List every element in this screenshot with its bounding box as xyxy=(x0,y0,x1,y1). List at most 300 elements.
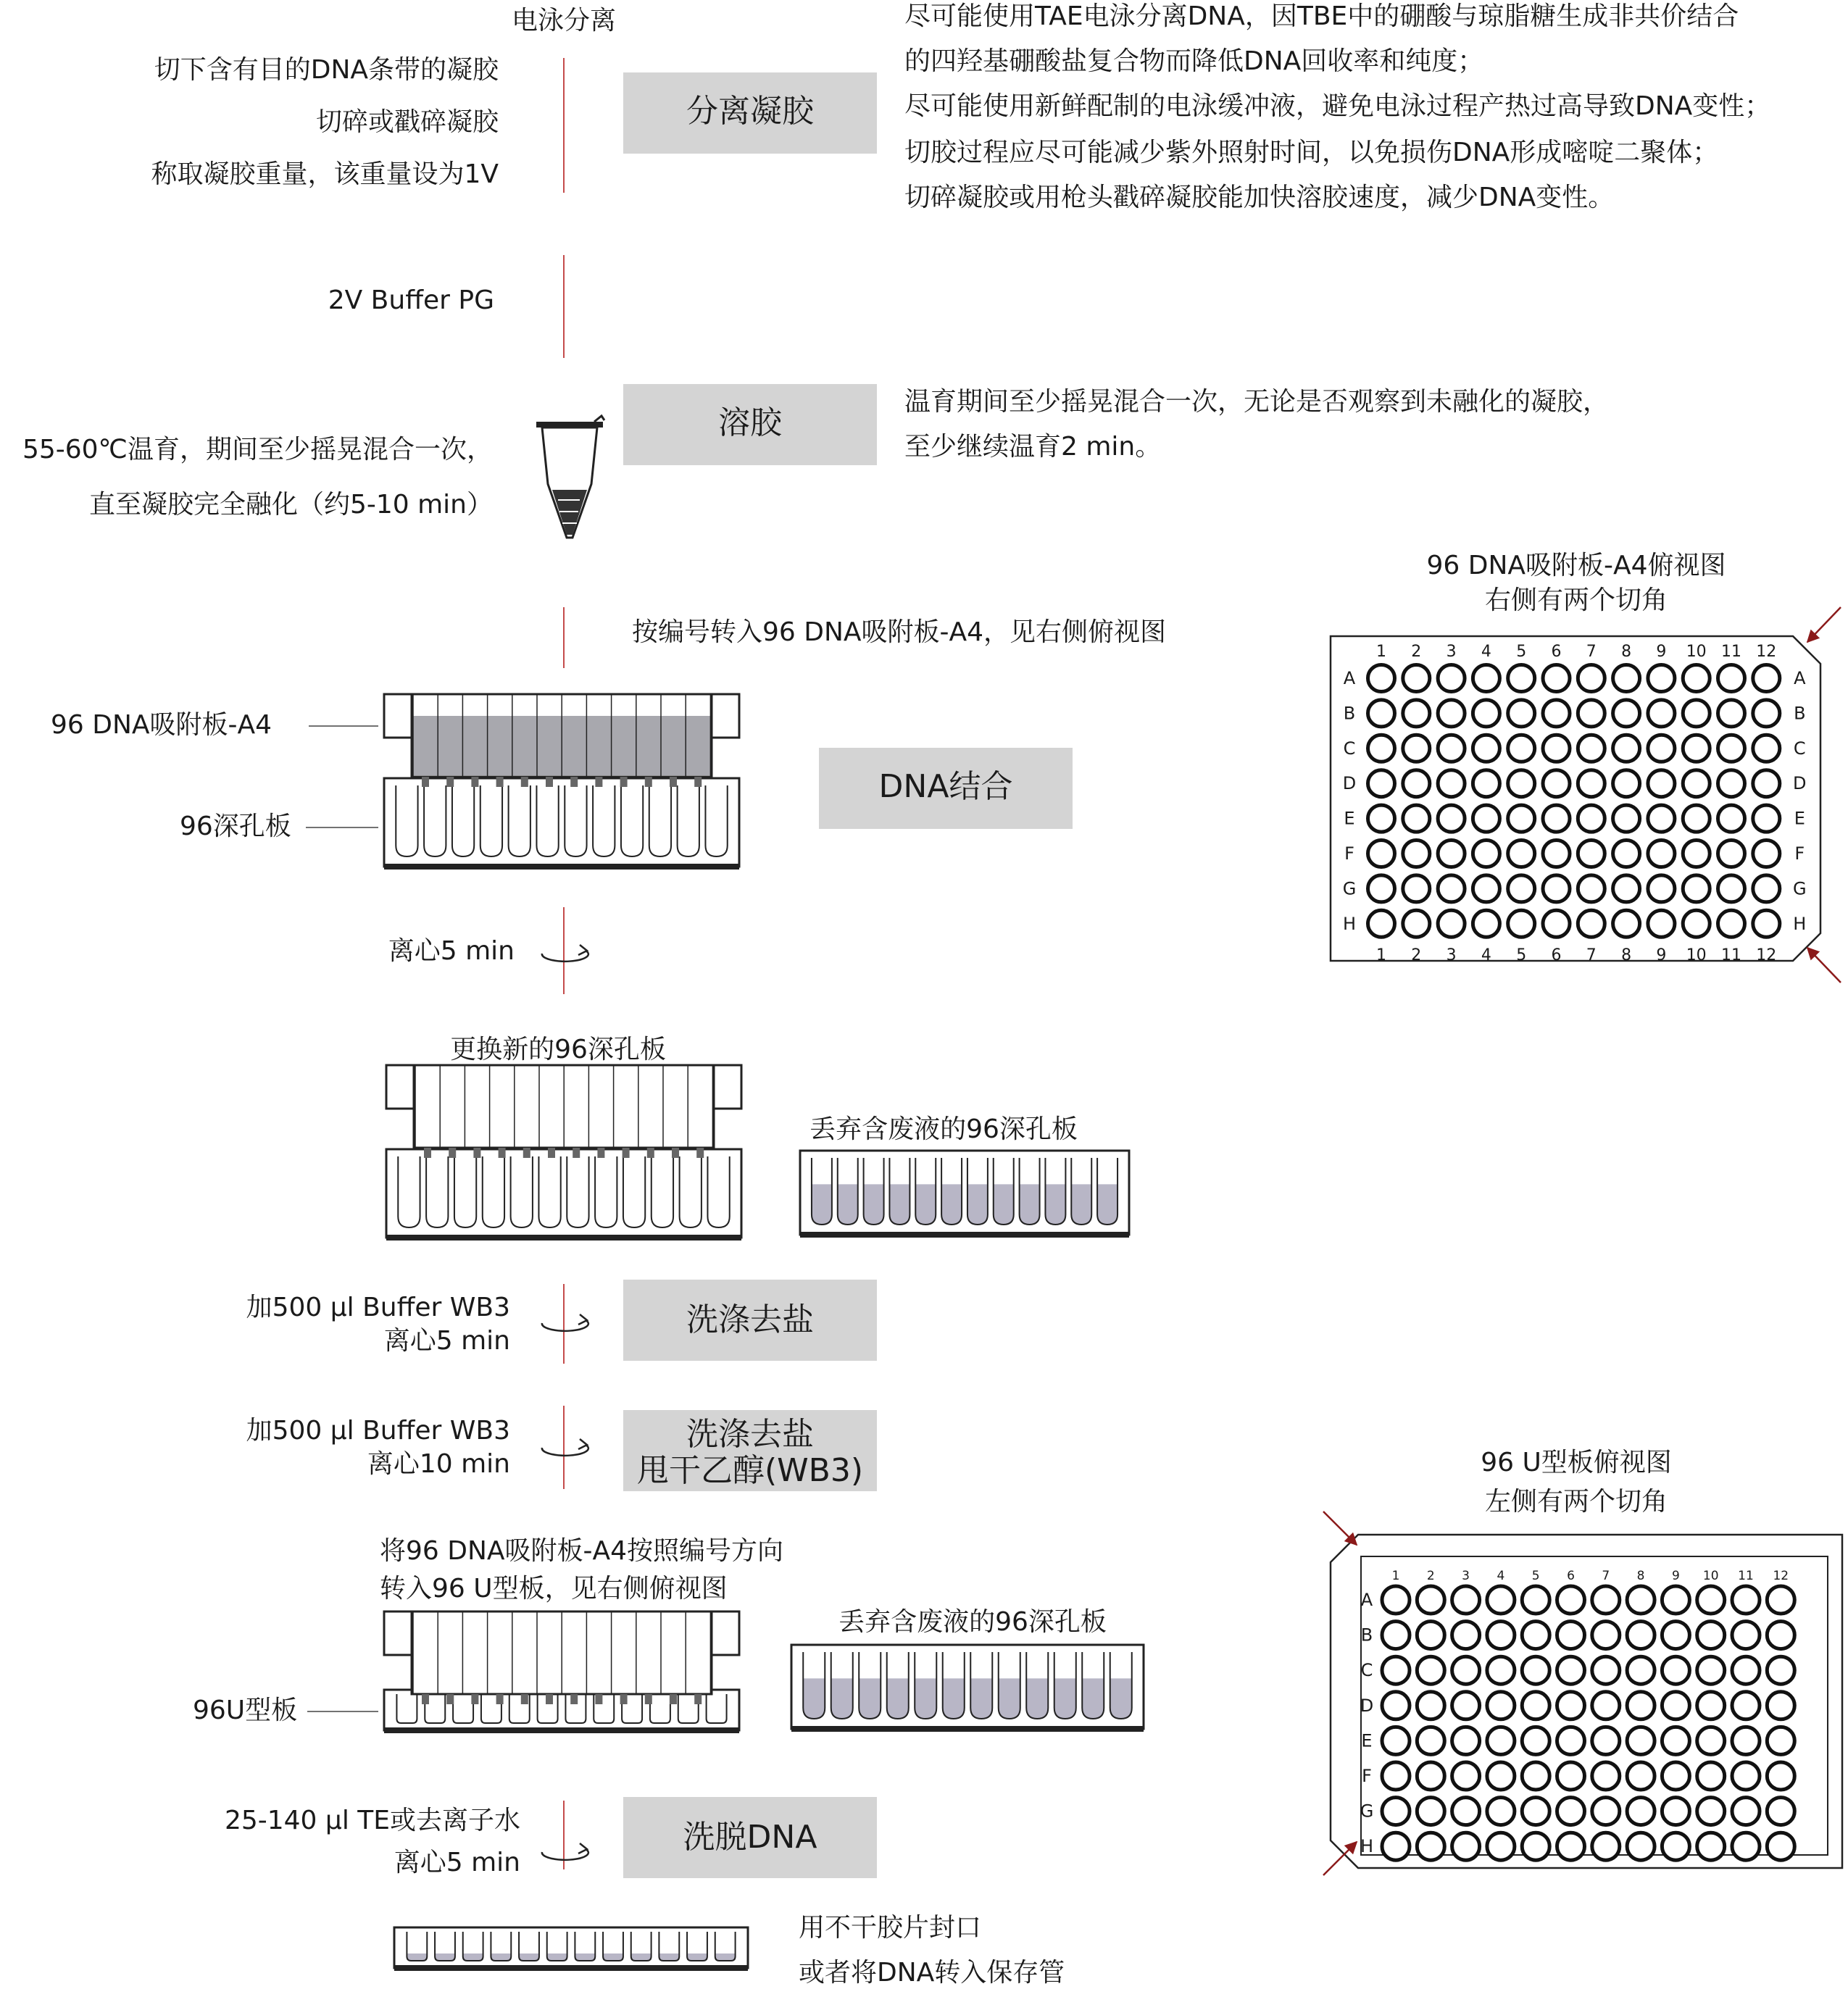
centrifuge-rotate-icon xyxy=(542,1439,588,1456)
waste-liquid xyxy=(1097,1184,1117,1225)
step-box-dna-binding-label: DNA结合 xyxy=(878,768,1013,805)
well-circle xyxy=(1522,1586,1549,1614)
well-circle xyxy=(1487,1727,1515,1754)
drip-tip xyxy=(446,1694,454,1704)
discard-waste-text-1: 丢弃含废液的96深孔板 xyxy=(809,1114,1078,1144)
drip-tip xyxy=(422,777,429,787)
col-label: 12 xyxy=(1756,946,1777,964)
well-circle xyxy=(1732,1692,1760,1719)
waste-liquid xyxy=(994,1184,1014,1225)
well-circle xyxy=(1683,841,1710,867)
well-circle xyxy=(1718,770,1745,797)
col-label: 4 xyxy=(1497,1569,1505,1583)
transfer-u-line: 转入96 U型板，见右侧俯视图 xyxy=(380,1574,728,1604)
col-label: 7 xyxy=(1586,643,1597,661)
eluate xyxy=(407,1953,427,1961)
spin-10min-text: 离心10 min xyxy=(367,1449,510,1479)
well-circle xyxy=(1753,665,1780,692)
row-label: E xyxy=(1361,1730,1373,1751)
drip-tip xyxy=(471,777,478,787)
well-circle xyxy=(1592,1832,1620,1860)
u-topview-title xyxy=(1481,1448,1672,1517)
rotate-arc xyxy=(542,1849,588,1860)
deep-plate-base xyxy=(791,1726,1144,1732)
well-circle xyxy=(1438,875,1465,902)
drip-tip xyxy=(647,1148,654,1158)
seal-note: 或者将DNA转入保存管 xyxy=(799,1958,1065,1985)
col-label: 9 xyxy=(1656,946,1667,964)
well-circle xyxy=(1592,1586,1620,1614)
well-circle xyxy=(1697,1692,1725,1719)
note-line: 的四羟基硼酸盐复合物而降低DNA回收率和纯度； xyxy=(904,46,1484,76)
well-circle xyxy=(1487,1692,1515,1719)
well-circle xyxy=(1718,700,1745,727)
well-circle xyxy=(1403,841,1430,867)
spin-5min-label: 离心5 min xyxy=(388,936,515,966)
step9-left-text xyxy=(225,1806,520,1877)
well-circle xyxy=(1697,1832,1725,1860)
well-circle xyxy=(1662,1656,1689,1684)
well-circle xyxy=(1592,1727,1620,1754)
row-label: B xyxy=(1794,703,1806,724)
col-label: 6 xyxy=(1551,946,1562,964)
well-circle xyxy=(1578,770,1604,797)
well-circle xyxy=(1578,805,1604,832)
row-label: G xyxy=(1792,878,1807,899)
centrifuge-rotate-icon xyxy=(542,945,588,962)
drip-tip xyxy=(645,777,652,787)
well-circle xyxy=(1578,735,1604,762)
well-circle xyxy=(1508,700,1535,727)
drip-tip xyxy=(521,1694,528,1704)
drip-tip xyxy=(471,1694,478,1704)
well-circle xyxy=(1368,875,1395,902)
well-circle xyxy=(1403,665,1430,692)
well-circle xyxy=(1578,841,1604,867)
deep-plate-label: 96深孔板 xyxy=(180,812,291,841)
col-label: 2 xyxy=(1426,1569,1435,1583)
col-label: 2 xyxy=(1411,643,1422,661)
col-label: 5 xyxy=(1516,946,1527,964)
rotate-arrowhead xyxy=(578,1314,587,1325)
well-circle xyxy=(1627,1798,1655,1825)
deep-plate-base xyxy=(800,1232,1129,1238)
col-label: 10 xyxy=(1686,946,1707,964)
drip-tip xyxy=(597,1148,604,1158)
step-box-elute-label: 洗脱DNA xyxy=(683,1819,817,1856)
well-circle xyxy=(1767,1656,1794,1684)
well-circle xyxy=(1508,665,1535,692)
well-circle xyxy=(1648,805,1675,832)
col-label: 10 xyxy=(1702,1569,1719,1583)
well-circle xyxy=(1522,1762,1549,1790)
eluate xyxy=(435,1953,455,1961)
well-circle xyxy=(1662,1832,1689,1860)
well-circle xyxy=(1732,1656,1760,1684)
tube-icon xyxy=(536,416,604,538)
well-circle xyxy=(1557,1622,1585,1649)
well-circle xyxy=(1473,770,1499,797)
well-circle xyxy=(1382,1656,1410,1684)
row-label: A xyxy=(1360,1590,1373,1610)
row-label: E xyxy=(1794,808,1805,829)
drip-tip xyxy=(570,1694,578,1704)
col-label: 3 xyxy=(1446,643,1457,661)
well-circle xyxy=(1767,1727,1794,1754)
well-circle xyxy=(1522,1656,1549,1684)
col-label: 8 xyxy=(1621,643,1632,661)
well-circle xyxy=(1452,1586,1480,1614)
well-circle xyxy=(1767,1762,1794,1790)
well-circle xyxy=(1683,805,1710,832)
well-circle xyxy=(1662,1586,1689,1614)
well-circle xyxy=(1508,841,1535,867)
row-label: H xyxy=(1342,913,1357,934)
drip-tip xyxy=(670,1694,677,1704)
well-circle xyxy=(1382,1692,1410,1719)
well-circle xyxy=(1452,1832,1480,1860)
a4-corner-arrow-top xyxy=(1807,607,1841,642)
well-circle xyxy=(1487,1762,1515,1790)
well-circle xyxy=(1473,841,1499,867)
well-circle xyxy=(1487,1832,1515,1860)
step10-notes xyxy=(799,1913,1065,1985)
eluent-text: 25-140 µl TE或去离子水 xyxy=(224,1806,520,1835)
well-circle xyxy=(1473,700,1499,727)
eluate xyxy=(631,1953,652,1961)
well-circle xyxy=(1683,875,1710,902)
note-line: 温育期间至少摇晃混合一次，无论是否观察到未融化的凝胶， xyxy=(904,387,1610,417)
waste-liquid xyxy=(838,1184,858,1225)
well-circle xyxy=(1452,1622,1480,1649)
well-circle xyxy=(1417,1762,1444,1790)
rotate-arc xyxy=(542,1320,588,1331)
well-circle xyxy=(1578,875,1604,902)
well-circle xyxy=(1767,1622,1794,1649)
row-label: F xyxy=(1344,843,1354,864)
note-line: 切胶过程应尽可能减少紫外照射时间，以免损伤DNA形成嘧啶二聚体； xyxy=(904,138,1719,167)
well-circle xyxy=(1382,1798,1410,1825)
well-circle xyxy=(1417,1727,1444,1754)
well-circle xyxy=(1648,735,1675,762)
col-label: 4 xyxy=(1481,643,1491,661)
drip-tip xyxy=(696,1148,704,1158)
waste-liquid xyxy=(887,1678,909,1719)
well-circle xyxy=(1508,735,1535,762)
well-circle xyxy=(1543,805,1570,832)
well-circle xyxy=(1403,700,1430,727)
step3-left-text xyxy=(22,435,493,520)
well-circle xyxy=(1592,1692,1620,1719)
eluate xyxy=(575,1953,595,1961)
well-circle xyxy=(1473,805,1499,832)
waste-liquid xyxy=(831,1678,853,1719)
well-circle xyxy=(1627,1692,1655,1719)
waste-deep-plate xyxy=(800,1151,1129,1238)
col-label: 3 xyxy=(1462,1569,1470,1583)
waste-liquid xyxy=(967,1184,988,1225)
well-circle xyxy=(1683,700,1710,727)
drip-tip xyxy=(620,777,628,787)
waste-liquid xyxy=(1020,1184,1040,1225)
row-label: D xyxy=(1342,773,1357,794)
rotate-arrowhead xyxy=(578,1439,587,1449)
well-circle xyxy=(1417,1622,1444,1649)
well-circle xyxy=(1697,1656,1725,1684)
well-circle xyxy=(1508,910,1535,937)
well-circle xyxy=(1753,875,1780,902)
a4-topview-title xyxy=(1426,551,1726,615)
well-circle xyxy=(1648,770,1675,797)
col-label: 7 xyxy=(1602,1569,1610,1583)
well-circle xyxy=(1753,770,1780,797)
final-u-plate xyxy=(394,1927,748,1971)
well-circle xyxy=(1557,1832,1585,1860)
step-box-wash-dry-line2: 甩干乙醇(WB3) xyxy=(636,1452,864,1489)
well-circle xyxy=(1368,770,1395,797)
step3-line-incubate: 55-60℃温育，期间至少摇晃混合一次， xyxy=(22,435,493,464)
step1-line-weigh: 称取凝胶重量，该重量设为1V xyxy=(151,159,499,189)
well-circle xyxy=(1732,1832,1760,1860)
well-circle xyxy=(1683,910,1710,937)
deep-plate-base xyxy=(384,864,739,870)
well-circle xyxy=(1732,1727,1760,1754)
well-circle xyxy=(1627,1727,1655,1754)
well-circle xyxy=(1543,841,1570,867)
well-circle xyxy=(1487,1798,1515,1825)
well-circle xyxy=(1452,1656,1480,1684)
drip-tip xyxy=(546,1694,553,1704)
well-circle xyxy=(1718,665,1745,692)
col-label: 11 xyxy=(1738,1569,1754,1583)
step-box-wash-label: 洗涤去盐 xyxy=(686,1301,814,1338)
row-label: F xyxy=(1794,843,1805,864)
well-circle xyxy=(1557,1692,1585,1719)
waste-liquid xyxy=(889,1184,910,1225)
well-circle xyxy=(1508,805,1535,832)
well-circle xyxy=(1382,1622,1410,1649)
well-circle xyxy=(1403,805,1430,832)
drip-tip xyxy=(422,1694,429,1704)
step1-line-cut: 切下含有目的DNA条带的凝胶 xyxy=(154,55,499,85)
drip-tip xyxy=(424,1148,431,1158)
well-circle xyxy=(1627,1586,1655,1614)
step3-notes xyxy=(904,387,1609,462)
well-circle xyxy=(1368,665,1395,692)
well-circle xyxy=(1417,1656,1444,1684)
deep-plate-body xyxy=(386,1149,741,1238)
waste-deep-plate xyxy=(791,1645,1144,1732)
well-circle xyxy=(1557,1762,1585,1790)
discard-waste-text-2: 丢弃含废液的96深孔板 xyxy=(838,1607,1107,1637)
well-circle xyxy=(1543,770,1570,797)
well-circle xyxy=(1718,841,1745,867)
well-circle xyxy=(1697,1586,1725,1614)
u-topview-title-line: 96 U型板俯视图 xyxy=(1481,1448,1672,1477)
well-circle xyxy=(1753,841,1780,867)
well-circle xyxy=(1522,1622,1549,1649)
step8-transfer-text xyxy=(380,1536,783,1604)
well-circle xyxy=(1613,841,1640,867)
well-circle xyxy=(1578,700,1604,727)
well-circle xyxy=(1403,735,1430,762)
well-circle xyxy=(1613,910,1640,937)
eluate xyxy=(463,1953,483,1961)
well-circle xyxy=(1508,770,1535,797)
row-label: C xyxy=(1360,1660,1373,1681)
well-circle xyxy=(1368,841,1395,867)
well-circle xyxy=(1473,735,1499,762)
well-circle xyxy=(1683,735,1710,762)
well-circle xyxy=(1648,665,1675,692)
drip-tip xyxy=(523,1148,530,1158)
well-circle xyxy=(1767,1692,1794,1719)
well-circle xyxy=(1382,1727,1410,1754)
well-circle xyxy=(1522,1798,1549,1825)
well-circle xyxy=(1438,700,1465,727)
deep-plate-body xyxy=(384,778,739,867)
col-label: 12 xyxy=(1756,643,1777,661)
a4-on-u-plate-assembly xyxy=(384,1611,739,1733)
u-plate-body xyxy=(384,1690,739,1730)
row-label: H xyxy=(1360,1836,1374,1857)
waste-liquid xyxy=(915,1678,936,1719)
well-circle xyxy=(1543,910,1570,937)
well-circle xyxy=(1753,910,1780,937)
col-label: 8 xyxy=(1636,1569,1645,1583)
drip-tip xyxy=(570,777,578,787)
well-circle xyxy=(1452,1692,1480,1719)
drip-tip xyxy=(670,777,677,787)
a4-plate-label: 96 DNA吸附板-A4 xyxy=(51,710,272,740)
drip-tip xyxy=(473,1148,480,1158)
col-label: 9 xyxy=(1656,643,1667,661)
well-circle xyxy=(1613,665,1640,692)
well-circle xyxy=(1403,875,1430,902)
well-circle xyxy=(1438,770,1465,797)
row-label: G xyxy=(1342,878,1357,899)
rotate-arc xyxy=(542,1445,588,1456)
well-circle xyxy=(1543,875,1570,902)
well-circle xyxy=(1487,1656,1515,1684)
centrifuge-rotate-icon xyxy=(542,1843,588,1860)
well-circle xyxy=(1592,1622,1620,1649)
well-circle xyxy=(1382,1762,1410,1790)
well-circle xyxy=(1613,770,1640,797)
waste-liquid xyxy=(1026,1678,1048,1719)
u-plate-base xyxy=(394,1965,748,1971)
waste-liquid xyxy=(943,1678,965,1719)
col-label: 11 xyxy=(1721,946,1741,964)
drip-tip xyxy=(548,1148,555,1158)
well-circle xyxy=(1613,805,1640,832)
well-circle xyxy=(1767,1832,1794,1860)
well-circle xyxy=(1718,910,1745,937)
well-circle xyxy=(1368,805,1395,832)
well-circle xyxy=(1613,735,1640,762)
well-circle xyxy=(1438,735,1465,762)
eluate xyxy=(687,1953,707,1961)
waste-liquid xyxy=(999,1678,1020,1719)
waste-liquid xyxy=(1082,1678,1104,1719)
eluate xyxy=(603,1953,623,1961)
col-label: 2 xyxy=(1411,946,1422,964)
well-circle xyxy=(1452,1798,1480,1825)
a4-topview-title-line: 96 DNA吸附板-A4俯视图 xyxy=(1426,551,1726,580)
row-label: C xyxy=(1343,738,1356,759)
well-circle xyxy=(1662,1762,1689,1790)
note-line: 尽可能使用TAE电泳分离DNA，因TBE中的硼酸与琼脂糖生成非共价结合 xyxy=(904,1,1739,31)
u-topview-title-line: 左侧有两个切角 xyxy=(1484,1487,1668,1517)
well-circle xyxy=(1557,1586,1585,1614)
eluate xyxy=(491,1953,511,1961)
eluate xyxy=(547,1953,567,1961)
electrophoresis-header: 电泳分离 xyxy=(511,6,617,36)
row-label: H xyxy=(1793,913,1807,934)
col-label: 9 xyxy=(1671,1569,1680,1583)
well-circle xyxy=(1648,875,1675,902)
well-circle xyxy=(1368,735,1395,762)
step3-line-melt: 直至凝胶完全融化（约5-10 min） xyxy=(88,490,493,520)
well-circle xyxy=(1508,875,1535,902)
row-label: C xyxy=(1793,738,1806,759)
add-wb3-text: 加500 µl Buffer WB3 xyxy=(246,1416,510,1446)
step-box-wash-dry-line1: 洗涤去盐 xyxy=(686,1416,814,1453)
well-circle xyxy=(1627,1622,1655,1649)
well-circle xyxy=(1662,1622,1689,1649)
eluate xyxy=(715,1953,736,1961)
well-circle xyxy=(1368,910,1395,937)
step1-left-text xyxy=(151,55,499,189)
waste-liquid xyxy=(1054,1678,1076,1719)
col-label: 6 xyxy=(1567,1569,1575,1583)
drip-tip xyxy=(595,777,602,787)
well-circle xyxy=(1557,1798,1585,1825)
a4-topview-plate xyxy=(1331,636,1820,964)
step6-left-text xyxy=(246,1293,510,1356)
well-circle xyxy=(1718,805,1745,832)
well-circle xyxy=(1473,665,1499,692)
drip-tip xyxy=(694,1694,702,1704)
u-plate-label: 96U型板 xyxy=(193,1696,298,1725)
waste-liquid xyxy=(970,1678,992,1719)
well-circle xyxy=(1753,805,1780,832)
well-circle xyxy=(1648,700,1675,727)
well-circle xyxy=(1662,1798,1689,1825)
well-circle xyxy=(1613,875,1640,902)
drip-tip xyxy=(694,777,702,787)
well-circle xyxy=(1438,910,1465,937)
well-circle xyxy=(1732,1622,1760,1649)
well-circle xyxy=(1452,1727,1480,1754)
row-label: B xyxy=(1360,1625,1373,1646)
note-line: 切碎凝胶或用枪头戳碎凝胶能加快溶胶速度，减少DNA变性。 xyxy=(904,183,1615,212)
a4-on-deep-plate-assembly xyxy=(384,694,739,870)
col-label: 11 xyxy=(1721,643,1741,661)
u-corner-arrow-top xyxy=(1323,1511,1357,1545)
well-circle xyxy=(1522,1727,1549,1754)
well-circle xyxy=(1543,700,1570,727)
well-circle xyxy=(1578,910,1604,937)
well-circle xyxy=(1697,1622,1725,1649)
spin-5min-text: 离心5 min xyxy=(383,1326,510,1356)
well-circle xyxy=(1543,735,1570,762)
well-circle xyxy=(1403,910,1430,937)
well-circle xyxy=(1417,1692,1444,1719)
eluate xyxy=(519,1953,539,1961)
well-circle xyxy=(1487,1586,1515,1614)
row-label: A xyxy=(1343,668,1356,688)
